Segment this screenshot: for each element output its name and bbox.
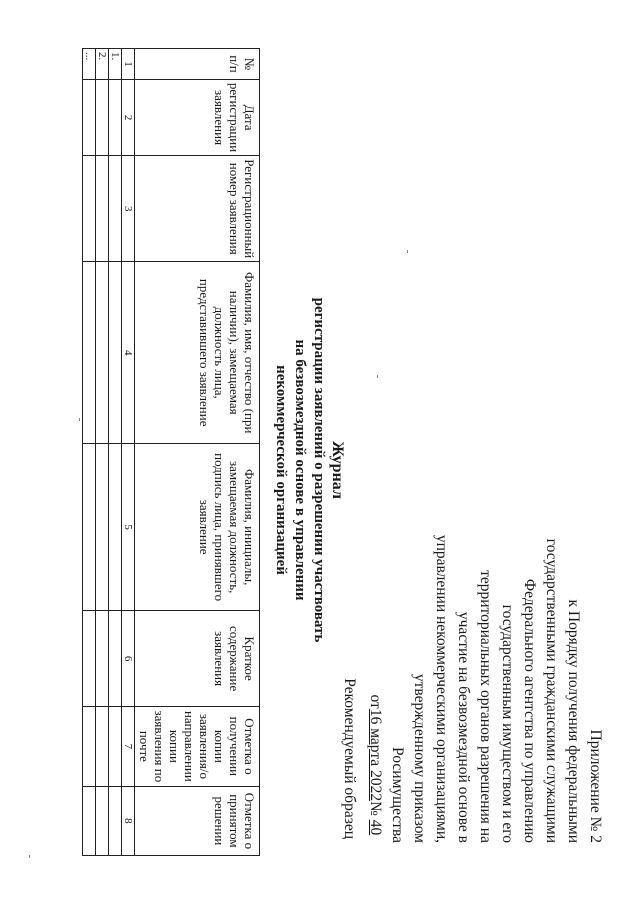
row-number: 1. — [109, 49, 122, 80]
table-cell — [83, 786, 96, 855]
table-cell — [96, 786, 109, 855]
row-number: ... — [83, 49, 96, 80]
scan-speck — [377, 375, 378, 378]
column-number: 7 — [122, 706, 135, 786]
table-row — [96, 49, 109, 856]
appendix-line: к Порядку получения федеральными — [565, 599, 582, 843]
appendix-line: Федерального агентства по управлению — [521, 578, 538, 843]
header-cell: Фамилия, имя, отчество (при наличии), замещаемая должность лица, представившего заявление — [135, 262, 260, 444]
column-number-row — [122, 49, 135, 856]
column-number: 8 — [122, 786, 135, 855]
row-number: 2. — [96, 49, 109, 80]
scan-speck — [79, 418, 80, 421]
scan-speck — [407, 250, 408, 253]
date-prefix: от — [367, 694, 384, 709]
title-line: некоммерческой организацией — [273, 365, 289, 575]
table-cell — [83, 262, 96, 444]
header-cell: Отметка о принятом решении — [135, 786, 260, 855]
table-cell — [83, 156, 96, 262]
column-number: 5 — [122, 444, 135, 611]
appendix-line: государственным имуществом и его — [499, 604, 516, 843]
title-line: Журнал — [329, 441, 346, 499]
table-cell — [109, 706, 122, 786]
table-cell — [83, 79, 96, 155]
table-cell — [109, 262, 122, 444]
table-cell — [96, 156, 109, 262]
column-number: 6 — [122, 611, 135, 707]
title-line: регистрации заявлений о разрешении участвовать — [311, 297, 327, 643]
appendix-line: управлении некоммерческими организациями, — [433, 534, 450, 843]
appendix-line: участие на безвозмездной основе в — [455, 611, 472, 843]
header-cell: № п/п — [135, 49, 260, 80]
column-number: 4 — [122, 262, 135, 444]
table-cell — [96, 444, 109, 611]
appendix-block — [364, 535, 606, 843]
header-cell: Отметка о получении копии заявления/о направлении копии заявления по почте — [135, 706, 260, 786]
order-number: 40 — [367, 819, 384, 836]
table-cell — [96, 262, 109, 444]
table-cell — [83, 611, 96, 707]
column-number: 2 — [122, 79, 135, 155]
recommended-sample-label: Рекомендуемый образец — [341, 678, 358, 839]
table-cell — [109, 444, 122, 611]
header-cell: Дата регистрации заявления — [135, 79, 260, 155]
header-cell: Регистрационный номер заявления — [135, 156, 260, 262]
appendix-line: государственными гражданскими служащими — [543, 538, 560, 843]
header-row — [135, 49, 260, 856]
table-row — [109, 49, 122, 856]
title-line: на безвозмездной основе в управлении — [292, 339, 308, 601]
journal-table — [82, 48, 260, 856]
scan-speck — [29, 855, 30, 858]
column-number: 1 — [122, 49, 135, 80]
appendix-line: Приложение № 2 — [587, 729, 604, 843]
order-date: 16 марта 2022 — [367, 708, 384, 802]
header-cell: Фамилия, инициалы, замещаемая должность, подпись лица, принявшего заявление — [135, 444, 260, 611]
table-cell — [109, 79, 122, 155]
table-cell — [96, 611, 109, 707]
table-cell — [109, 786, 122, 855]
table-cell — [83, 706, 96, 786]
order-date-line — [364, 535, 386, 843]
journal-title — [271, 240, 347, 700]
column-number: 3 — [122, 156, 135, 262]
table-row — [83, 49, 96, 856]
table-cell — [109, 156, 122, 262]
table-cell — [109, 611, 122, 707]
table-cell — [96, 706, 109, 786]
appendix-line: территориальных органов разрешения на — [477, 570, 494, 843]
table-cell — [83, 444, 96, 611]
header-cell: Краткое содержание заявления — [135, 611, 260, 707]
number-prefix: № — [367, 801, 384, 816]
table-cell — [96, 79, 109, 155]
appendix-line: утвержденному приказом — [411, 673, 428, 843]
appendix-line: Росимущества — [389, 747, 406, 843]
